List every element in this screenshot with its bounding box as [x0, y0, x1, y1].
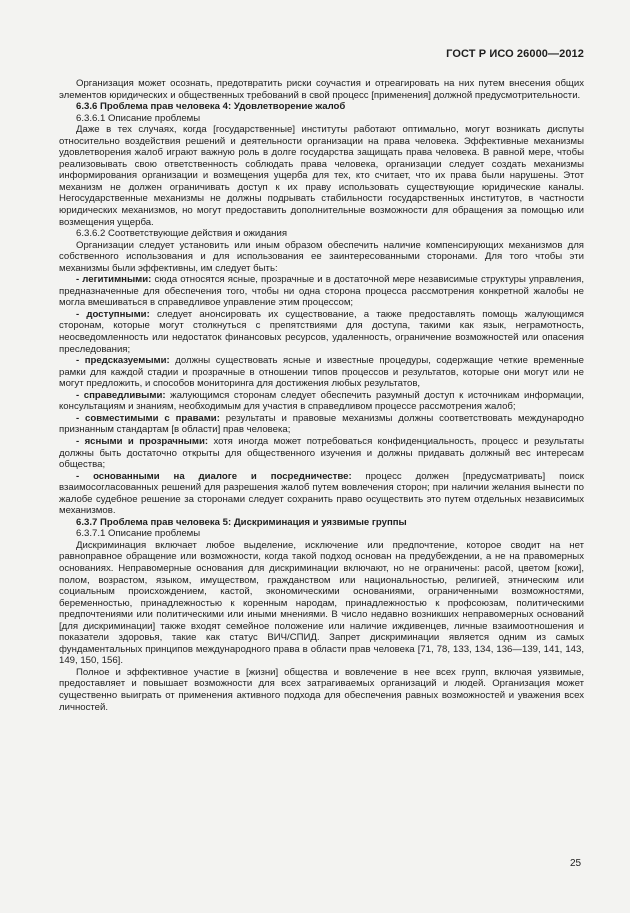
- list-item-text: хотя иногда может потребоваться конфиденциальность, процесс и результаты должны быть достаточно открыты для общественного изучения и должны придавать должный вес интересам общества;: [59, 435, 584, 471]
- document-body: [59, 78, 584, 713]
- list-item: [59, 471, 584, 517]
- list-item-term: - совместимыми с правами:: [76, 412, 220, 424]
- list-item: [59, 436, 584, 471]
- page-number: 25: [570, 858, 582, 869]
- list-item-term: - справедливыми:: [76, 389, 166, 401]
- list-item-term: - ясными и прозрачными:: [76, 435, 209, 447]
- list-item: [59, 390, 584, 413]
- list-item-text: жалующимся сторонам следует обеспечить разумный доступ к источникам информации, консультациям и знаниям, необходимым для участия в справедливом процессе рассмотрения жалоб;: [59, 389, 585, 413]
- list-item-text: сюда относятся ясные, прозрачные и в достаточной мере независимые структуры управления, предназначенные для обеспечения того, чтобы ни одна сторона процесса рассмотрения конкретной жалобы не могла вмешиваться в справедливое управление этим процессом;: [59, 274, 584, 309]
- body-paragraph: Даже в тех случаях, когда [государственные] институты работают оптимально, могут возникать диспуты относительно воздействия решений и деятельности организации на права человека. Эффективные механизмы удовлетворения жалоб играют важную роль в долге государства защищать права человека. В равной мере, чтобы реализовывать свою ответственность соблюдать права человека, организации следует создать механизмы информирования организации и возмещения ущерба для тех, кто считает, что их права были нарушены. Этот механизм не должен ограничивать доступ к их праву использовать существующие юридические каналы. Негосударственные механизмы не должны подрывать стабильности государственных институтов, в частности юридических механизмов, но могут предоставить дополнительные возможности для обращения за помощью или возмещения ущерба.: [59, 124, 584, 228]
- section-heading: 6.3.6 Проблема прав человека 4: Удовлетворение жалоб: [76, 101, 346, 113]
- list-item-text: следует анонсировать их существование, а также предоставлять помощь жалующимся сторонам, которые могут столкнуться с препятствиями для доступа, такими как язык, неграмотность, неосведомленность или недостаток финансовых ресурсов, удаленность, ограничение возможностей или опасения преследования;: [59, 308, 584, 355]
- body-paragraph: Организация может осознать, предотвратить риски соучастия и отреагировать на них путем внесения общих элементов юридических и общественных требований в свой процесс [применения] должной предусмотрительности.: [59, 78, 584, 101]
- list-item: [59, 274, 584, 309]
- list-item-term: - предсказуемыми:: [76, 355, 170, 367]
- list-item: [59, 413, 584, 436]
- list-item: [59, 309, 584, 355]
- list-item-text: должны существовать ясные и известные процедуры, содержащие четкие временные рамки для каждой стадии и прозрачные в отношении типов процессов и результатов, которые они могут или не могут предложить, и способов мониторинга для достижения любых результатов,: [59, 355, 584, 390]
- list-item-term: - легитимными:: [76, 274, 152, 286]
- subsection-heading: 6.3.7.1 Описание проблемы: [76, 528, 201, 540]
- standard-header: ГОСТ Р ИСО 26000—2012: [446, 48, 584, 60]
- list-item-term: - доступными:: [76, 308, 150, 320]
- section-heading: 6.3.7 Проблема прав человека 5: Дискриминация и уязвимые группы: [76, 516, 407, 528]
- body-paragraph: Полное и эффективное участие в [жизни] общества и вовлечение в нее всех групп, включая уязвимые, предоставляет и повышает возможности для всех затрагиваемых организаций и людей. Организация может существенно выиграть от применения активного подхода для обеспечения равных возможностей и уважения всех личностей.: [59, 666, 584, 713]
- subsection-heading: 6.3.6.1 Описание проблемы: [76, 112, 201, 124]
- subsection-heading: 6.3.6.2 Соответствующие действия и ожидания: [76, 228, 288, 240]
- body-paragraph: Дискриминация включает любое выделение, исключение или предпочтение, которое сводит на нет равноправное обращение или возможности, когда такой подход основан на предубеждении, а не на правомерных основаниях. Неправомерные основания для дискриминации включают, но не ограничены: расой, цветом [кожи], полом, возрастом, языком, имуществом, гражданством или национальностью, религией, этническим или социальным происхождением, кастой, экономическими основаниями, ограниченными возможностями, беременностью, принадлежностью к коренным народам, принадлежностью к профсоюзам, политическими предпочтениями или политическими или иными мнениями. В число недавно возникших неправомерных оснований [для дискриминации] также входят семейное положение или наличие иждивенцев, личные взаимоотношения и показатели здоровья, такие как статус ВИЧ/СПИД. Запрет дискриминации является одним из самых фундаментальных принципов международного права в области прав человека [71, 78, 133, 134, 136—139, 141, 143, 149, 150, 156].: [59, 539, 584, 667]
- list-item-text: результаты и правовые механизмы должны соответствовать международно признанным стандартам [в области] прав человека;: [59, 412, 584, 436]
- list-item-term: - основанными на диалоге и посредничестве:: [76, 470, 352, 482]
- list-item: [59, 355, 584, 390]
- body-paragraph: Организации следует установить или иным образом обеспечить наличие компенсирующих механизмов для собственного использования и для использования ее заинтересованными сторонами. Для того чтобы эти механизмы были эффективны, им следует быть:: [59, 239, 584, 274]
- list-item-text: процесс должен [предусматривать] поиск взаимосогласованных решений для разрешения жалоб путем вовлечения сторон; при наличии желания вынести по жалобе судебное решение за сторонами следует сохранить право осуществить это путем отдельных независимых механизмов.: [59, 470, 584, 517]
